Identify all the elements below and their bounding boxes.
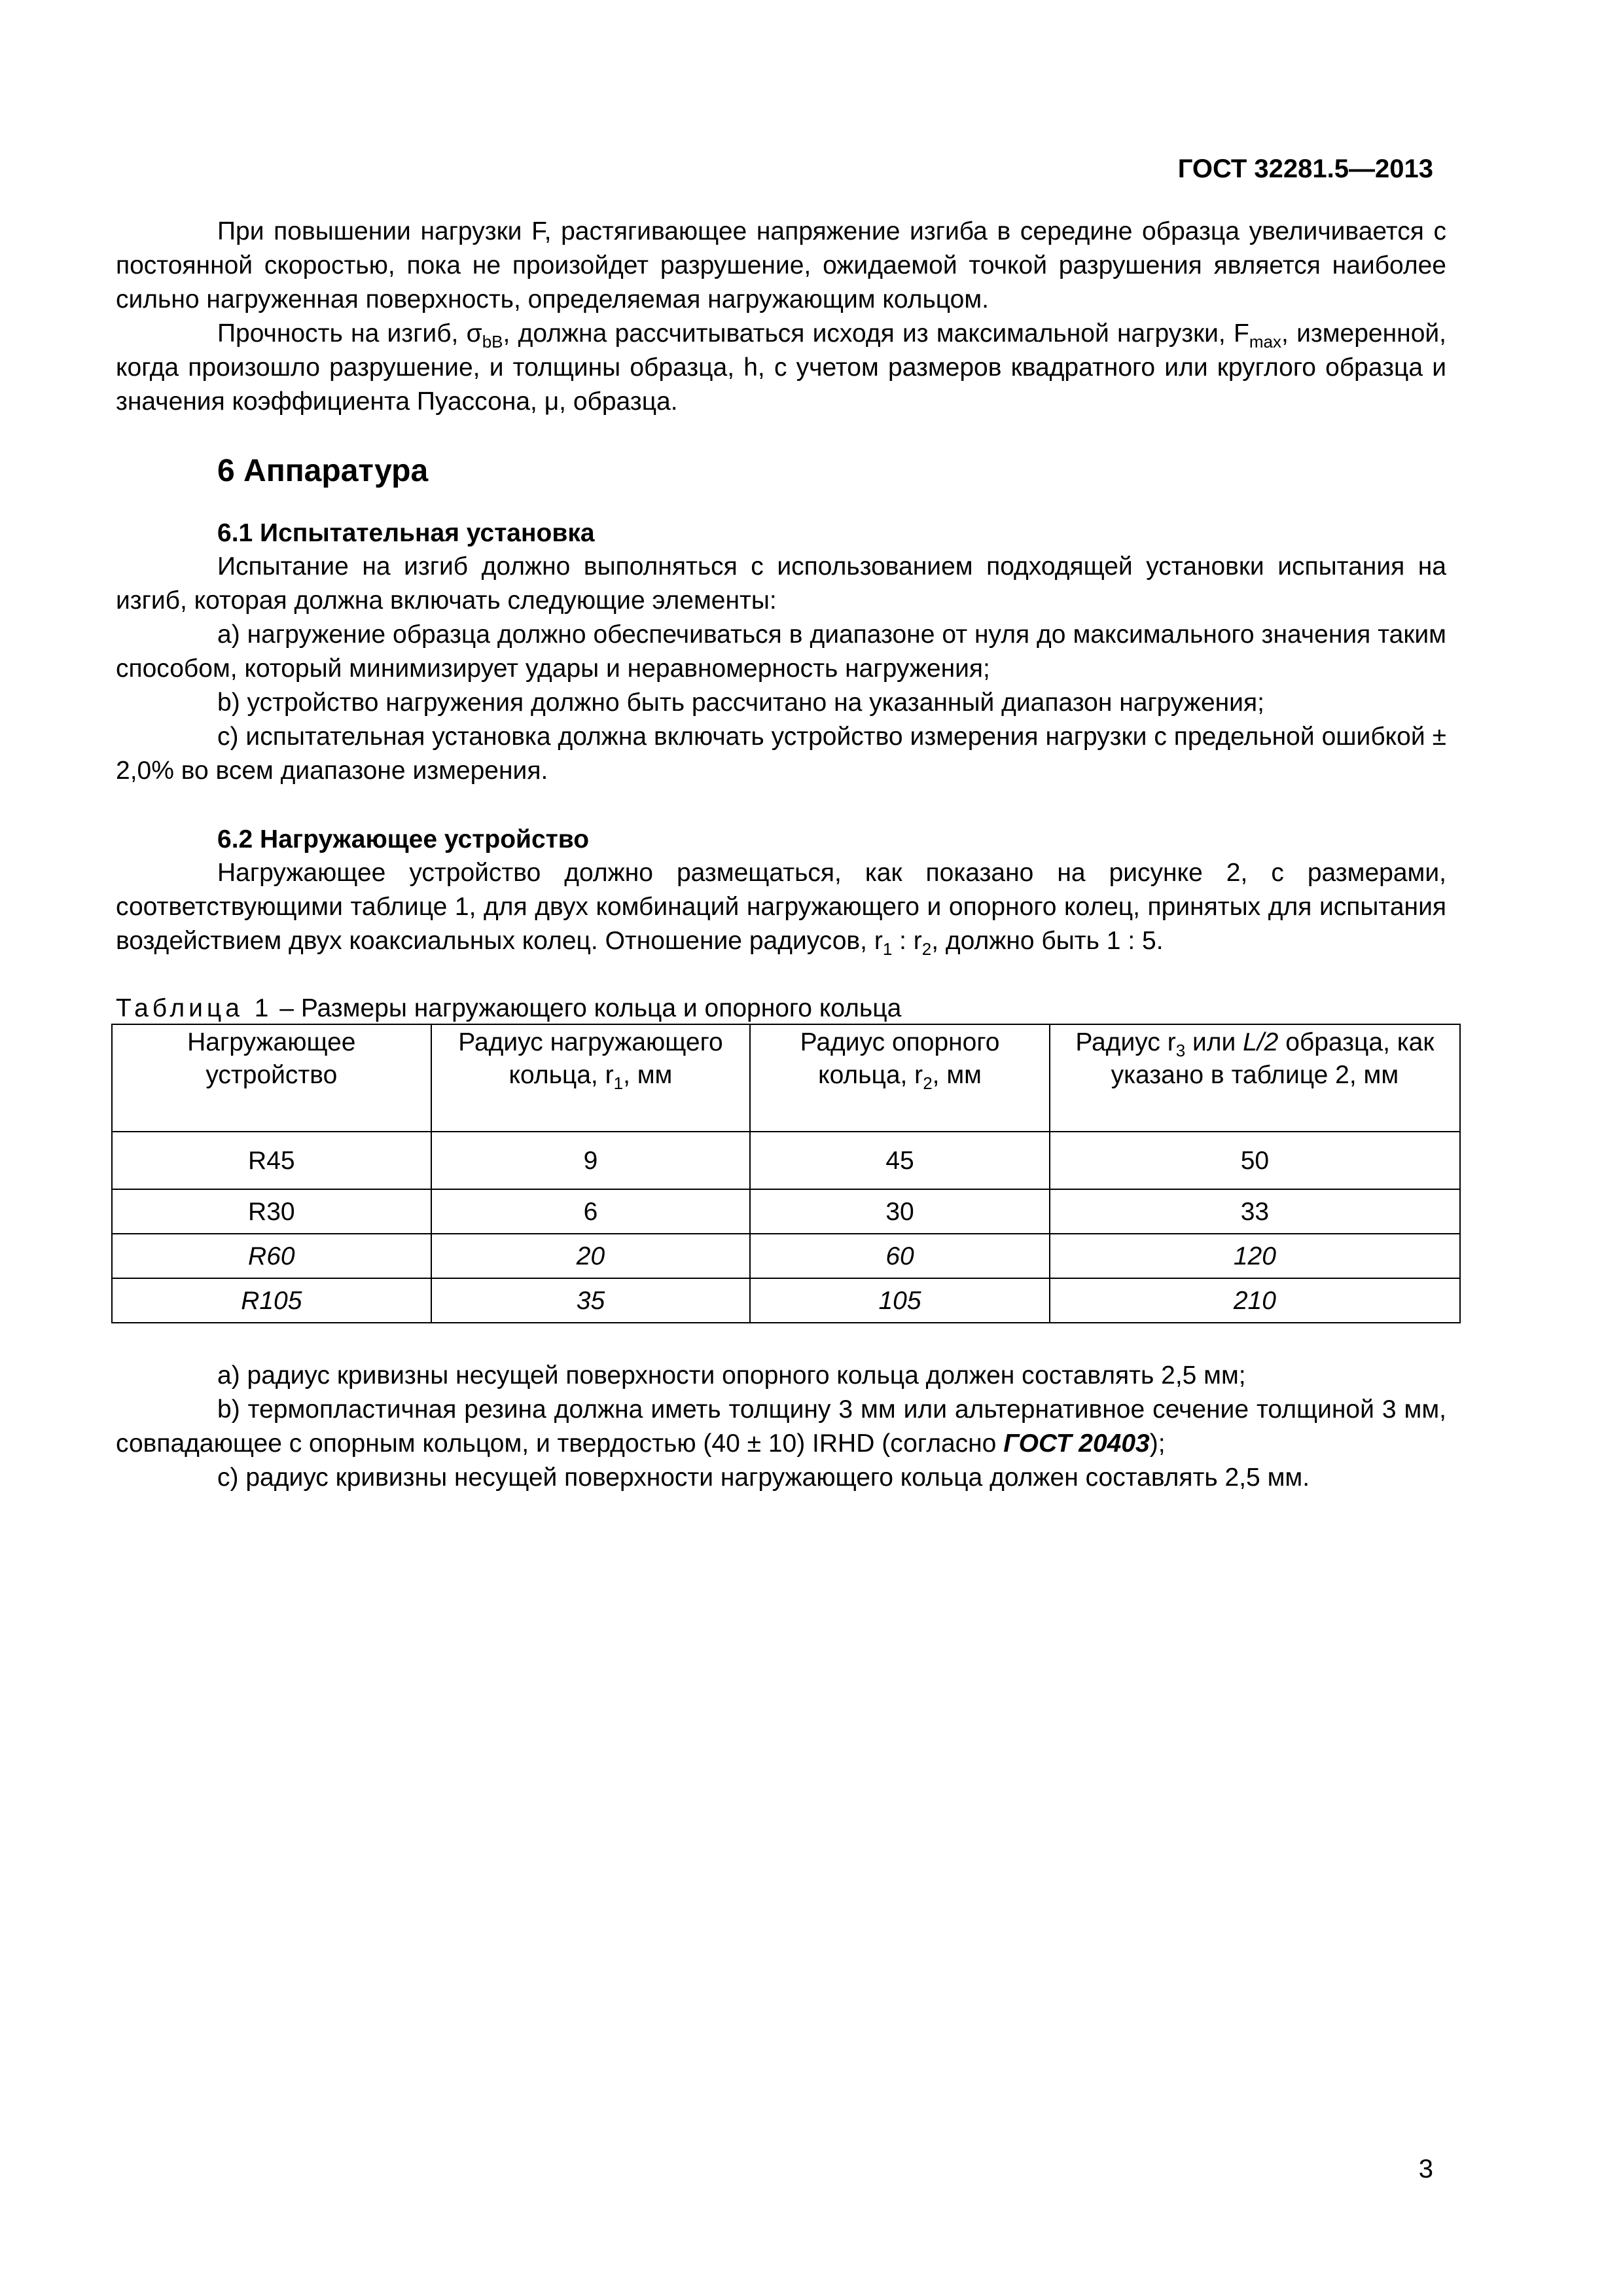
table-cell: 30 — [750, 1189, 1050, 1234]
table-cell: 45 — [750, 1132, 1050, 1189]
page-number: 3 — [1418, 2155, 1433, 2183]
table-1-caption: Таблица 1 – Размеры нагружающего кольца и опорного кольца — [116, 994, 902, 1022]
section-6-1-paragraph: Испытание на изгиб должно выполняться с использованием подходящей установки испытания на изгиб, которая должна включать следующие элементы: — [116, 552, 1446, 615]
table-cell: R105 — [112, 1278, 431, 1323]
intro-paragraph-1: При повышении нагрузки F, растягивающее напряжение изгиба в середине образца увеличивается с постоянной скоростью, пока не произойдет разрушение, ожидаемой точкой разрушения является наиболее сильно нагруженная поверхность, определяемая нагружающим кольцом. — [116, 217, 1446, 314]
table-cell: 210 — [1050, 1278, 1460, 1323]
intro-paragraph-2: Прочность на изгиб, $\sigma_{bB}$, должна рассчитываться исходя из максимальной нагрузки, $F_{max}$, измеренной, когда произошло разрушение, и толщины образца, h, с учетом размеров квадратного или круглого образца и значения коэффициента Пуассона, μ, образца. — [116, 319, 1447, 416]
section-6-2-title: 6.2 Нагружающее устройство — [217, 825, 590, 853]
section-6-title: 6 Аппаратура — [217, 454, 429, 488]
section-6-1-item-a: а) нагружение образца должно обеспечиваться в диапазоне от нуля до максимального значения таким способом, который минимизирует удары и неравномерность нагружения; — [116, 620, 1446, 683]
header-specimen-radius: Радиус $r_3$ или L/2 образца, как указано в таблице 2, мм — [1050, 1024, 1460, 1132]
table-cell: 120 — [1050, 1234, 1460, 1278]
document-id: ГОСТ 32281.5—2013 — [1177, 154, 1433, 183]
table-cell: 33 — [1050, 1189, 1460, 1234]
header-support-ring-radius: Радиус опорного кольца, $r_2$, мм — [750, 1024, 1050, 1132]
table-cell: R60 — [112, 1234, 431, 1278]
table-row — [112, 1234, 1460, 1278]
note-b: b) термопластичная резина должна иметь толщину 3 мм или альтернативное сечение толщиной 3 мм, совпадающее с опорным кольцом, и твердостью (40 ± 10) IRHD (согласно ГОСТ 20403); — [116, 1395, 1446, 1458]
table-cell: 50 — [1050, 1132, 1460, 1189]
table-1 — [111, 1024, 1461, 1323]
table-row — [112, 1278, 1460, 1323]
note-c: с) радиус кривизны несущей поверхности нагружающего кольца должен составлять 2,5 мм. — [217, 1463, 1310, 1492]
header-loading-device: Нагружающее устройство — [112, 1024, 431, 1132]
section-6-1-item-c: с) испытательная установка должна включать устройство измерения нагрузки с предельной ошибкой ± 2,0% во всем диапазоне измерения. — [116, 723, 1446, 785]
section-6-1-item-b: b) устройство нагружения должно быть рассчитано на указанный диапазон нагружения; — [217, 689, 1264, 717]
table-cell: 9 — [431, 1132, 751, 1189]
table-header-row — [112, 1024, 1460, 1132]
table-row — [112, 1189, 1460, 1234]
table-cell: 20 — [431, 1234, 751, 1278]
table-cell: 6 — [431, 1189, 751, 1234]
section-6-1-title: 6.1 Испытательная установка — [217, 519, 595, 547]
table-cell: R30 — [112, 1189, 431, 1234]
section-6-2-paragraph: Нагружающее устройство должно размещаться, как показано на рисунке 2, с размерами, соответствующими таблице 1, для двух комбинаций нагружающего и опорного колец, принятых для испытания воздействием двух коаксиальных колец. Отношение радиусов, $r_1$ : $r_2$, должно быть 1 : 5. — [116, 859, 1446, 959]
table-row — [112, 1132, 1460, 1189]
table-cell: 60 — [750, 1234, 1050, 1278]
header-loading-ring-radius: Радиус нагружающего кольца, $r_1$, мм — [431, 1024, 751, 1132]
table-cell: 105 — [750, 1278, 1050, 1323]
table-cell: 35 — [431, 1278, 751, 1323]
table-cell: R45 — [112, 1132, 431, 1189]
note-a: а) радиус кривизны несущей поверхности опорного кольца должен составлять 2,5 мм; — [217, 1361, 1246, 1390]
document-body — [116, 215, 1446, 1495]
